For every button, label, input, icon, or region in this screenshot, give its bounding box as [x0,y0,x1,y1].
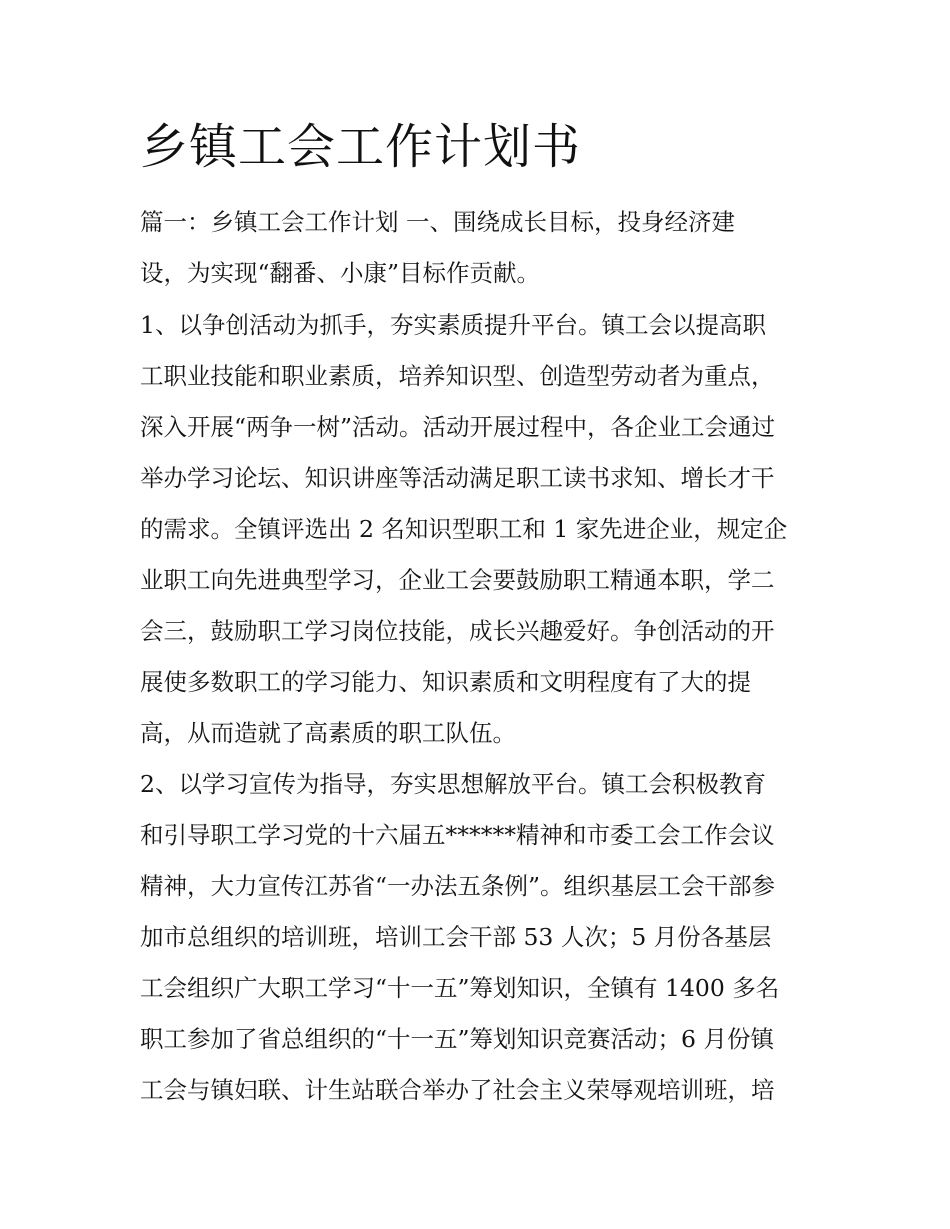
text-line: 职工参加了省总组织的“十一五”筹划知识竞赛活动；6 月份镇 [140,1025,774,1053]
text-line: 举办学习论坛、知识讲座等活动满足职工读书求知、增长才干 [140,464,775,492]
text-line: 高，从而造就了高素质的职工队伍。 [140,719,516,747]
text-line: 工职业技能和职业素质，培养知识型、创造型劳动者为重点， [140,362,775,390]
text-line: 加市总组织的培训班，培训工会干部 53 人次；5 月份各基层 [140,923,772,951]
text-line: 工会与镇妇联、计生站联合举办了社会主义荣辱观培训班，培 [140,1076,775,1104]
text-line: 和引导职工学习党的十六届五******精神和市委工会工作会议 [140,821,775,849]
text-line: 的需求。全镇评选出 2 名知识型职工和 1 家先进企业，规定企 [140,515,788,543]
text-line: 展使多数职工的学习能力、知识素质和文明程度有了大的提 [140,668,751,696]
text-line: 设，为实现“翻番、小康”目标作贡献。 [140,259,541,287]
text-line: 工会组织广大职工学习“十一五”筹划知识，全镇有 1400 多名 [140,974,780,1002]
text-line: 深入开展“两争一树”活动。活动开展过程中，各企业工会通过 [140,413,776,441]
text-line: 篇一：乡镇工会工作计划 一、围绕成长目标，投身经济建 [140,208,735,236]
text-line: 业职工向先进典型学习，企业工会要鼓励职工精通本职，学二 [140,566,775,594]
text-line: 2、以学习宣传为指导，夯实思想解放平台。镇工会积极教育 [140,770,766,798]
text-line: 会三，鼓励职工学习岗位技能，成长兴趣爱好。争创活动的开 [140,617,775,645]
text-line: 1、以争创活动为抓手，夯实素质提升平台。镇工会以提高职 [140,311,766,339]
document-title: 乡镇工会工作计划书 [140,119,582,175]
text-line: 精神，大力宣传江苏省“一办法五条例”。组织基层工会干部参 [140,872,776,900]
